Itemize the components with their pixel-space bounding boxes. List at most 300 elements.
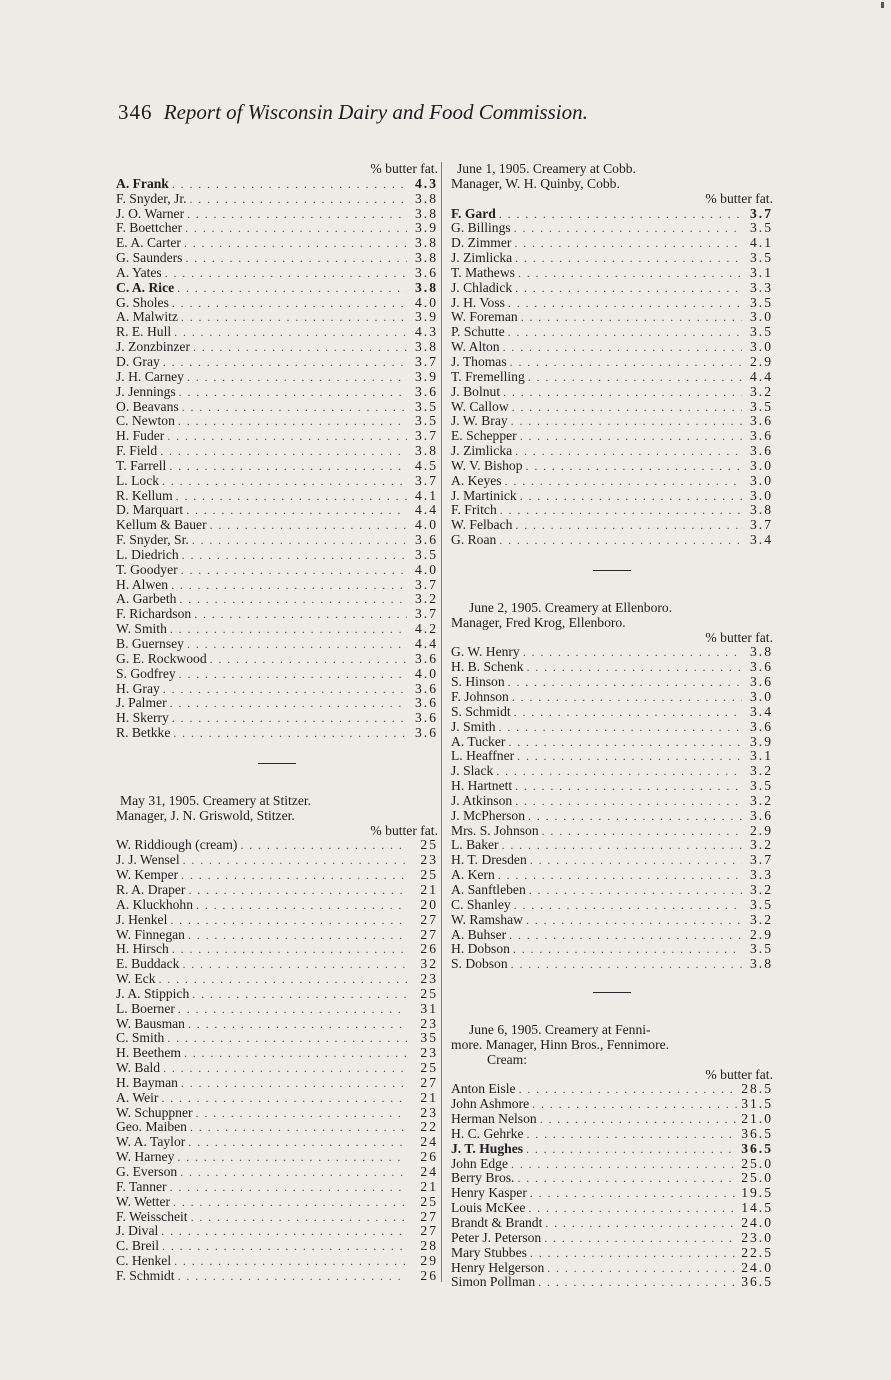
entry-value: 28 <box>420 1238 438 1254</box>
entry-name: R. Kellum <box>116 487 173 503</box>
leader-dots <box>500 503 742 518</box>
entry-name: H. T. Dresden <box>451 852 527 868</box>
entry-name: Henry Helgerson <box>451 1259 545 1275</box>
leader-dots <box>503 340 742 355</box>
leader-dots <box>191 1210 407 1225</box>
entry-value: 25 <box>420 1060 438 1076</box>
entry-name: W. Smith <box>116 621 167 637</box>
leader-dots <box>190 192 408 207</box>
entry-value: 4.3 <box>415 324 438 340</box>
list-item <box>451 533 773 548</box>
entry-value: 3.8 <box>750 502 773 518</box>
list-item <box>116 1195 438 1210</box>
leader-dots <box>526 1127 738 1142</box>
leader-dots <box>182 957 407 972</box>
entry-value: 23 <box>420 852 438 868</box>
entry-name: A. Sanftleben <box>451 881 526 897</box>
list-item <box>451 429 773 444</box>
unit-label: % butter fat. <box>705 190 773 206</box>
entry-name: P. Schutte <box>451 324 505 340</box>
entry-name: A. Buhser <box>451 926 507 942</box>
entry-name: F. Johnson <box>451 689 509 704</box>
list-item <box>451 266 773 281</box>
entry-name: W. Bald <box>116 1060 161 1076</box>
leader-dots <box>178 414 407 429</box>
section-heading: June 6, 1905. Creamery at Fenni- <box>469 1022 651 1038</box>
entry-value: 25 <box>420 837 438 853</box>
leader-dots <box>184 1046 407 1061</box>
leader-dots <box>514 236 742 251</box>
list-item <box>116 972 438 987</box>
entry-name: J. J. Wensel <box>116 852 180 868</box>
leader-dots <box>503 385 742 400</box>
entry-value: 3.2 <box>750 911 773 927</box>
list-item <box>116 1165 438 1180</box>
entry-name: F. Weisscheit <box>116 1208 188 1224</box>
leader-dots <box>547 1261 738 1276</box>
entry-value: 4.4 <box>415 502 438 518</box>
leader-dots <box>515 794 742 809</box>
entry-value: 27 <box>420 911 438 927</box>
list-item <box>451 824 773 839</box>
list-item <box>451 1261 773 1276</box>
leader-dots <box>517 749 742 764</box>
section-heading: June 1, 1905. Creamery at Cobb. <box>457 161 636 176</box>
list-item <box>116 1046 438 1061</box>
list-item <box>116 355 438 370</box>
entry-name: A. Yates <box>116 264 162 280</box>
list-item <box>451 794 773 809</box>
entry-value: 3.5 <box>750 398 773 414</box>
list-item <box>116 898 438 913</box>
leader-dots <box>517 1171 738 1186</box>
entry-name: H. B. Schenk <box>451 659 524 675</box>
leader-dots <box>188 1135 407 1150</box>
list-item <box>116 192 438 207</box>
list-item <box>116 652 438 667</box>
entry-value: 3.8 <box>750 956 773 972</box>
entry-value: 26 <box>420 1149 438 1165</box>
leader-dots <box>177 1150 407 1165</box>
list-item <box>116 325 438 340</box>
entry-value: 3.6 <box>415 695 438 711</box>
section-manager: more. Manager, Hinn Bros., Fennimore. <box>451 1036 670 1052</box>
entry-name: W. Callow <box>451 398 509 414</box>
entry-name: J. Henkel <box>116 911 168 927</box>
leader-dots <box>515 518 742 533</box>
entry-value: 3.6 <box>415 680 438 696</box>
entry-name: L. Heaffner <box>451 748 515 764</box>
list-item <box>116 1106 438 1121</box>
fennimore-section <box>451 1023 773 1290</box>
entry-value: 3.0 <box>750 472 773 488</box>
leader-dots <box>184 236 407 251</box>
entry-name: H. Bayman <box>116 1074 178 1090</box>
entry-value: 24 <box>420 1164 438 1179</box>
list-item <box>451 957 773 972</box>
entry-value: 29 <box>420 1253 438 1269</box>
entry-name: C. A. Rice <box>116 279 175 295</box>
entry-name: W. Wetter <box>116 1193 171 1209</box>
entry-name: R. E. Hull <box>116 324 172 340</box>
list-item <box>116 637 438 652</box>
list-item <box>451 325 773 340</box>
entry-name: J. T. Hughes <box>451 1140 524 1156</box>
entry-value: 3.8 <box>415 205 438 221</box>
entry-name: C. Shanley <box>451 896 511 912</box>
entry-name: W. Ramshaw <box>451 911 523 927</box>
entry-name: Simon Pollman <box>451 1274 536 1290</box>
entry-value: 3.9 <box>750 733 773 749</box>
entry-name: G. Everson <box>116 1164 178 1179</box>
cobb-section <box>451 162 773 548</box>
leader-dots <box>165 266 407 281</box>
list-item <box>451 207 773 222</box>
leader-dots <box>527 660 743 675</box>
entry-value: 3.8 <box>415 339 438 355</box>
leader-dots <box>163 682 407 697</box>
list-item <box>116 563 438 578</box>
list-item <box>451 853 773 868</box>
leader-dots <box>182 400 407 415</box>
entry-name: W. Finnegan <box>116 926 185 942</box>
list-item <box>116 296 438 311</box>
entry-name: L. Diedrich <box>116 546 179 562</box>
entry-name: D. Gray <box>116 353 160 369</box>
list-item <box>451 1112 773 1127</box>
entry-name: J. Thomas <box>451 353 507 369</box>
entry-name: J. Palmer <box>116 695 167 711</box>
entry-name: F. Boettcher <box>116 220 183 236</box>
list-item <box>116 518 438 533</box>
list-item <box>451 370 773 385</box>
leader-dots <box>188 928 407 943</box>
entry-value: 3.8 <box>415 443 438 459</box>
entry-value: 3.5 <box>750 220 773 236</box>
leader-dots <box>526 913 742 928</box>
list-item <box>451 660 773 675</box>
leader-dots <box>188 1017 407 1032</box>
entry-value: 25 <box>420 985 438 1001</box>
entry-name: W. Bausman <box>116 1015 185 1031</box>
list-item <box>451 414 773 429</box>
entry-name: E. Schepper <box>451 428 517 444</box>
list-item <box>451 1246 773 1261</box>
entry-name: B. Guernsey <box>116 636 184 651</box>
list-item <box>116 177 438 192</box>
list-item <box>116 310 438 325</box>
section-rule <box>593 992 631 993</box>
leader-dots <box>498 868 742 883</box>
list-item <box>116 1224 438 1239</box>
entry-name: D. Marquart <box>116 502 184 518</box>
entry-name: F. Snyder, Jr. <box>116 190 187 206</box>
entry-name: A. Malwitz <box>116 309 178 325</box>
leader-dots <box>194 607 407 622</box>
leader-dots <box>179 667 407 682</box>
entry-value: 4.1 <box>415 487 438 503</box>
left-column <box>116 162 438 1284</box>
leader-dots <box>185 221 407 236</box>
list-item <box>451 645 773 660</box>
list-item <box>116 400 438 415</box>
entry-name: W. Foreman <box>451 309 518 325</box>
entry-value: 3.7 <box>415 428 438 444</box>
list-item <box>451 281 773 296</box>
entry-name: J. Bolnut <box>451 383 501 399</box>
list-item <box>116 489 438 504</box>
entry-name: H. Gray <box>116 680 160 696</box>
list-item <box>451 749 773 764</box>
entry-name: A. Garbeth <box>116 591 177 607</box>
entry-value: 31 <box>420 1000 438 1016</box>
entry-value: 3.6 <box>415 725 438 741</box>
entry-name: G. E. Rockwood <box>116 650 207 666</box>
entry-name: Mrs. S. Johnson <box>451 822 539 838</box>
entry-name: H. Hirsch <box>116 941 169 957</box>
leader-dots <box>528 1201 738 1216</box>
list-item <box>116 1239 438 1254</box>
list-item <box>451 1186 773 1201</box>
entry-value: 3.6 <box>415 383 438 399</box>
leader-dots <box>526 1142 738 1157</box>
list-item <box>451 489 773 504</box>
entry-name: O. Beavans <box>116 398 179 414</box>
list-item <box>116 429 438 444</box>
list-item <box>451 221 773 236</box>
list-item <box>116 868 438 883</box>
entry-name: Brandt & Brandt <box>451 1215 543 1230</box>
leader-dots <box>167 1031 407 1046</box>
entry-value: 3.0 <box>750 339 773 355</box>
entry-value: 27 <box>420 926 438 942</box>
leader-dots <box>176 489 407 504</box>
entry-value: 27 <box>420 1208 438 1224</box>
section-manager: Manager, W. H. Quinby, Cobb. <box>451 175 620 191</box>
entry-value: 3.4 <box>750 703 773 719</box>
entry-value: 24 <box>420 1134 438 1150</box>
entry-value: 3.0 <box>750 689 773 704</box>
list-item <box>451 340 773 355</box>
entry-name: John Ashmore <box>451 1096 530 1112</box>
entry-value: 19.5 <box>741 1185 773 1201</box>
entry-name: R. A. Draper <box>116 881 186 897</box>
entry-value: 20 <box>420 896 438 912</box>
entry-value: 3.0 <box>750 309 773 325</box>
entry-value: 3.5 <box>750 941 773 957</box>
leader-dots <box>174 325 407 340</box>
leader-dots <box>515 251 742 266</box>
section-heading: June 2, 1905. Creamery at Ellenboro. <box>469 599 673 615</box>
list-item <box>116 281 438 296</box>
leader-dots <box>505 474 742 489</box>
list-item <box>451 474 773 489</box>
page-header <box>118 100 698 125</box>
list-item <box>116 987 438 1002</box>
entry-name: A. Kluckhohn <box>116 896 194 912</box>
entry-name: Henry Kasper <box>451 1185 527 1201</box>
entry-value: 3.6 <box>750 807 773 823</box>
list-item <box>451 1275 773 1290</box>
entry-value: 3.5 <box>415 413 438 429</box>
entry-value: 3.8 <box>415 235 438 251</box>
page-mark <box>881 2 884 8</box>
entry-value: 3.8 <box>415 190 438 206</box>
leader-dots <box>520 429 742 444</box>
leader-dots <box>174 1254 407 1269</box>
entry-value: 3.3 <box>750 867 773 883</box>
leader-dots <box>161 1091 407 1106</box>
entry-name: G. W. Henry <box>451 644 520 660</box>
list-item <box>451 355 773 370</box>
first-list-entries <box>116 177 438 741</box>
entry-value: 3.4 <box>750 532 773 548</box>
entry-value: 3.5 <box>750 778 773 794</box>
unit-label: % butter fat. <box>370 161 438 176</box>
entry-value: 3.0 <box>750 487 773 503</box>
list-item <box>116 1091 438 1106</box>
list-item <box>116 711 438 726</box>
entry-name: J. Zimlicka <box>451 250 513 266</box>
leader-dots <box>514 898 742 913</box>
list-item <box>116 913 438 928</box>
entry-name: Kellum & Bauer <box>116 517 207 533</box>
leader-dots <box>509 928 742 943</box>
list-item <box>116 1210 438 1225</box>
list-item <box>116 503 438 518</box>
entry-value: 3.6 <box>750 659 773 675</box>
leader-dots <box>513 942 742 957</box>
entry-value: 3.0 <box>750 457 773 473</box>
leader-dots <box>162 1239 407 1254</box>
leader-dots <box>186 503 407 518</box>
entry-value: 3.5 <box>415 398 438 414</box>
list-item <box>451 1082 773 1097</box>
leader-dots <box>514 705 742 720</box>
entry-name: F. Snyder, Sr. <box>116 532 189 548</box>
list-item <box>451 1216 773 1231</box>
entry-value: 32 <box>420 956 438 972</box>
entry-value: 2.9 <box>750 822 773 838</box>
entry-name: A. Keyes <box>451 472 502 488</box>
entry-value: 23.0 <box>741 1229 773 1245</box>
entry-name: J. O. Warner <box>116 205 185 221</box>
entry-name: Peter J. Peterson <box>451 1229 542 1245</box>
entry-name: L. Baker <box>451 837 499 853</box>
list-item <box>116 1002 438 1017</box>
leader-dots <box>162 474 407 489</box>
leader-dots <box>172 942 407 957</box>
stitzer-entries <box>116 838 438 1283</box>
entry-name: J. A. Stippich <box>116 985 190 1001</box>
entry-value: 36.5 <box>741 1274 773 1290</box>
entry-name: T. Mathews <box>451 264 515 280</box>
entry-name: C. Breil <box>116 1238 160 1254</box>
leader-dots <box>185 251 407 266</box>
section-heading: May 31, 1905. Creamery at Stitzer. <box>120 792 312 808</box>
entry-name: G. Saunders <box>116 250 183 266</box>
entry-name: W. Felbach <box>451 517 513 533</box>
list-item <box>116 548 438 563</box>
list-item <box>451 868 773 883</box>
entry-name: E. Buddack <box>116 956 180 972</box>
entry-name: Geo. Maiben <box>116 1119 187 1135</box>
leader-dots <box>508 296 742 311</box>
leader-dots <box>538 1275 738 1290</box>
entry-name: C. Smith <box>116 1030 165 1046</box>
page-title: Report of Wisconsin Dairy and Food Commission. <box>163 100 588 124</box>
entry-name: G. Sholes <box>116 294 169 310</box>
leader-dots <box>178 1269 407 1284</box>
list-item <box>116 667 438 682</box>
list-item <box>116 1269 438 1284</box>
list-item <box>451 444 773 459</box>
entry-name: G. Billings <box>451 220 511 236</box>
entry-value: 27 <box>420 1074 438 1090</box>
entry-value: 25.0 <box>741 1170 773 1186</box>
section-manager: Manager, J. N. Griswold, Stitzer. <box>116 807 295 823</box>
entry-value: 4.0 <box>415 517 438 533</box>
entry-name: F. Tanner <box>116 1178 167 1194</box>
entry-name: C. Newton <box>116 413 175 429</box>
leader-dots <box>159 972 407 987</box>
entry-name: H. Hartnett <box>451 778 513 794</box>
list-item <box>451 251 773 266</box>
leader-dots <box>161 1224 407 1239</box>
leader-dots <box>514 221 742 236</box>
list-item <box>116 1150 438 1165</box>
entry-value: 27 <box>420 1223 438 1239</box>
entry-name: E. A. Carter <box>116 235 181 251</box>
entry-value: 22.5 <box>741 1244 773 1260</box>
first-list <box>116 162 438 741</box>
leader-dots <box>181 1076 407 1091</box>
leader-dots <box>515 281 742 296</box>
leader-dots <box>508 735 742 750</box>
leader-dots <box>193 340 407 355</box>
list-item <box>116 883 438 898</box>
entry-name: J. Atkinson <box>451 792 513 808</box>
leader-dots <box>170 622 407 637</box>
entry-value: 2.9 <box>750 926 773 942</box>
entry-value: 4.0 <box>415 294 438 310</box>
leader-dots <box>523 645 742 660</box>
entry-value: 3.1 <box>750 264 773 280</box>
leader-dots <box>177 281 407 296</box>
entry-name: G. Roan <box>451 532 497 548</box>
list-item <box>116 251 438 266</box>
leader-dots <box>530 1246 738 1261</box>
entry-name: T. Farrell <box>116 457 167 473</box>
leader-dots <box>508 675 742 690</box>
entry-name: W. Eck <box>116 971 156 987</box>
entry-value: 3.6 <box>415 264 438 280</box>
leader-dots <box>192 987 407 1002</box>
list-item <box>116 221 438 236</box>
list-item <box>116 459 438 474</box>
entry-name: W. Riddiough (cream) <box>116 837 238 853</box>
list-item <box>451 883 773 898</box>
leader-dots <box>496 764 742 779</box>
entry-value: 3.7 <box>415 606 438 622</box>
leader-dots <box>181 868 407 883</box>
leader-dots <box>188 883 407 898</box>
leader-dots <box>169 459 407 474</box>
leader-dots <box>518 266 742 281</box>
fennimore-entries <box>451 1082 773 1290</box>
leader-dots <box>511 1157 738 1172</box>
list-item <box>116 578 438 593</box>
